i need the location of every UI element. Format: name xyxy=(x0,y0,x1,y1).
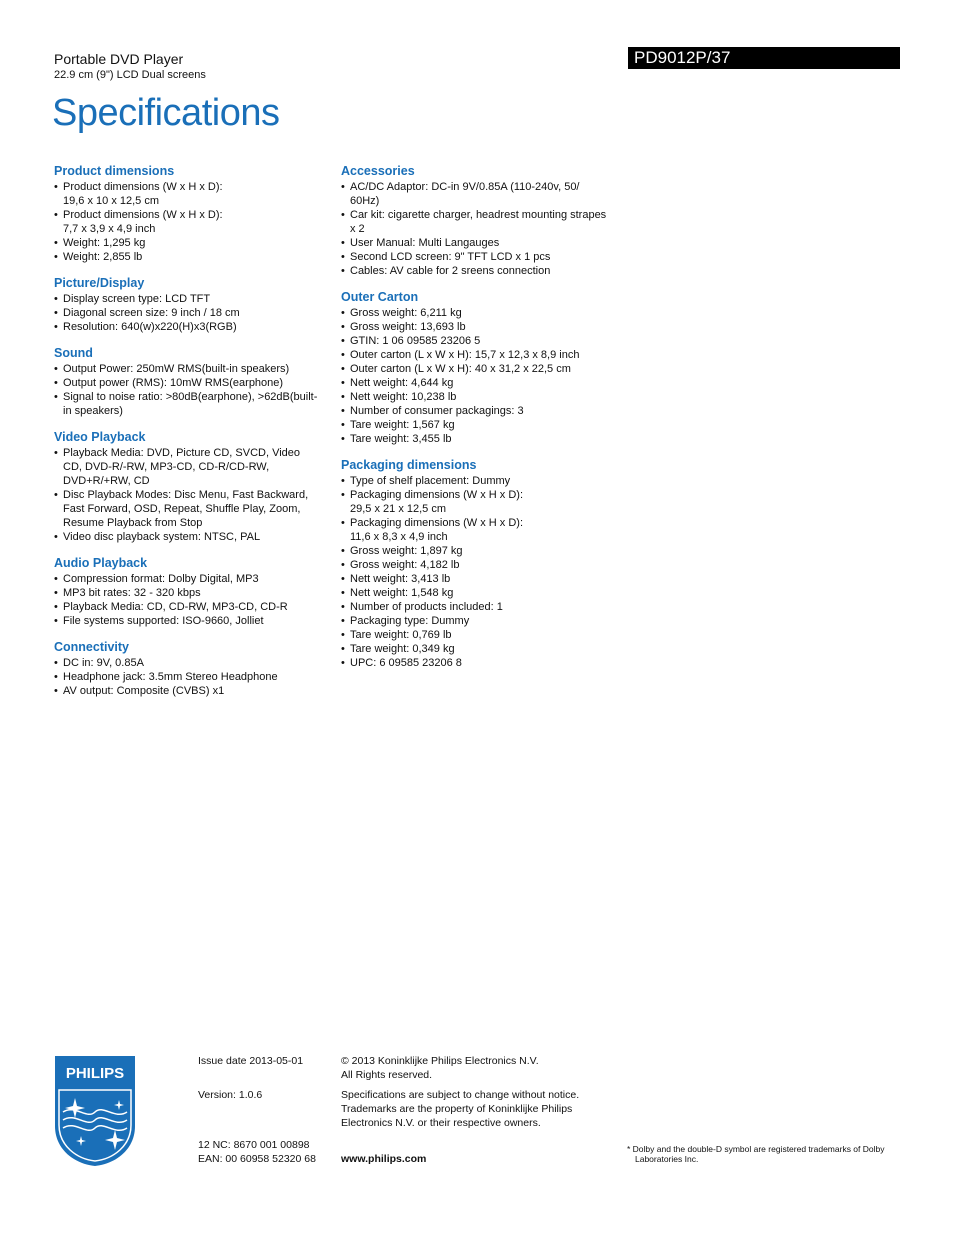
copyright-line-2: All Rights reserved. xyxy=(341,1069,433,1081)
spec-item xyxy=(341,572,617,586)
spec-item xyxy=(341,474,617,488)
spec-item-line: • Product dimensions (W x H x D): xyxy=(63,209,223,221)
dolby-footnote-line-1: * Dolby and the double-D symbol are registered trademarks of Dolby xyxy=(627,1144,885,1154)
spec-item-line: • Nett weight: 4,644 kg xyxy=(350,377,454,389)
spec-list xyxy=(54,656,330,698)
philips-shield-logo xyxy=(53,1054,137,1168)
spec-section-title: Video Playback xyxy=(54,430,146,444)
spec-item-line: • Packaging type: Dummy xyxy=(350,615,470,627)
spec-section xyxy=(341,290,617,446)
spec-item-line: • Gross weight: 13,693 lb xyxy=(350,321,466,333)
spec-section-title: Accessories xyxy=(341,164,415,178)
spec-item xyxy=(341,306,617,320)
spec-item-line: • Nett weight: 3,413 lb xyxy=(350,573,451,585)
spec-item-line: • AC/DC Adaptor: DC-in 9V/0.85A (110-240v, 50/ xyxy=(350,181,580,193)
spec-section xyxy=(54,430,330,544)
spec-item-line: Resume Playback from Stop xyxy=(63,517,203,529)
spec-item xyxy=(54,572,330,586)
spec-item-line: • User Manual: Multi Langauges xyxy=(350,237,500,249)
spec-item xyxy=(54,670,330,684)
spec-item xyxy=(341,250,617,264)
spec-section xyxy=(54,556,330,628)
spec-item-line: • DC in: 9V, 0.85A xyxy=(63,657,144,669)
spec-item xyxy=(341,390,617,404)
spec-item-line: • Video disc playback system: NTSC, PAL xyxy=(63,531,261,543)
spec-item xyxy=(341,614,617,628)
ean-code: EAN: 00 60958 52320 68 xyxy=(198,1153,316,1165)
spec-item xyxy=(54,390,330,418)
spec-item xyxy=(341,264,617,278)
spec-item xyxy=(54,306,330,320)
spec-item-line: • Weight: 2,855 lb xyxy=(63,251,143,263)
spec-item xyxy=(54,600,330,614)
spec-item-line: 19,6 x 10 x 12,5 cm xyxy=(63,195,159,207)
spec-item-line: 7,7 x 3,9 x 4,9 inch xyxy=(63,223,156,235)
spec-item-line: in speakers) xyxy=(63,405,123,417)
spec-section xyxy=(341,458,617,670)
spec-item xyxy=(54,208,330,236)
spec-section-title: Sound xyxy=(54,346,93,360)
spec-item xyxy=(54,530,330,544)
issue-date: Issue date 2013-05-01 xyxy=(198,1055,304,1067)
spec-section xyxy=(54,640,330,698)
spec-item xyxy=(54,180,330,208)
spec-item xyxy=(54,236,330,250)
spec-item xyxy=(54,376,330,390)
spec-item-line: • Gross weight: 6,211 kg xyxy=(350,307,462,319)
product-name: Portable DVD Player xyxy=(54,51,184,67)
spec-item-line: • Product dimensions (W x H x D): xyxy=(63,181,223,193)
spec-item-line: • MP3 bit rates: 32 - 320 kbps xyxy=(63,587,201,599)
spec-item xyxy=(341,600,617,614)
spec-item xyxy=(341,586,617,600)
spec-item-line: • Car kit: cigarette charger, headrest mounting strapes xyxy=(350,209,607,221)
spec-item xyxy=(341,628,617,642)
spec-item xyxy=(341,334,617,348)
spec-item xyxy=(54,656,330,670)
spec-item xyxy=(54,362,330,376)
spec-item-line: CD, DVD-R/-RW, MP3-CD, CD-R/CD-RW, xyxy=(63,461,270,473)
spec-section xyxy=(54,276,330,334)
spec-item-line: • Tare weight: 1,567 kg xyxy=(350,419,455,431)
spec-item xyxy=(341,642,617,656)
spec-list xyxy=(54,180,330,264)
spec-item xyxy=(341,348,617,362)
spec-item-line: • Signal to noise ratio: >80dB(earphone), >62dB(built- xyxy=(63,391,318,403)
model-number: PD9012P/37 xyxy=(634,48,731,67)
spec-item xyxy=(341,544,617,558)
spec-section-title: Packaging dimensions xyxy=(341,458,477,472)
spec-item-line: • Packaging dimensions (W x H x D): xyxy=(350,517,523,529)
spec-list xyxy=(54,362,330,418)
spec-item-line: • Output power (RMS): 10mW RMS(earphone) xyxy=(63,377,284,389)
spec-item xyxy=(54,614,330,628)
spec-item-line: DVD+R/+RW, CD xyxy=(63,475,150,487)
spec-item xyxy=(54,684,330,698)
spec-item-line: • Outer carton (L x W x H): 15,7 x 12,3 x 8,9 inch xyxy=(350,349,580,361)
spec-item xyxy=(341,208,617,236)
spec-item-line: • UPC: 6 09585 23206 8 xyxy=(350,657,462,669)
spec-section-title: Connectivity xyxy=(54,640,130,654)
spec-item-line: 60Hz) xyxy=(350,195,380,207)
spec-list xyxy=(54,292,330,334)
spec-column-left xyxy=(54,164,330,710)
spec-item xyxy=(341,236,617,250)
spec-list xyxy=(54,446,330,544)
spec-list xyxy=(54,572,330,628)
spec-item-line: • Tare weight: 0,349 kg xyxy=(350,643,455,655)
dolby-footnote-line-2: Laboratories Inc. xyxy=(635,1154,699,1164)
version: Version: 1.0.6 xyxy=(198,1089,263,1101)
spec-item xyxy=(341,418,617,432)
spec-item xyxy=(54,250,330,264)
spec-item-line: • Packaging dimensions (W x H x D): xyxy=(350,489,523,501)
spec-item-line: • Outer carton (L x W x H): 40 x 31,2 x 22,5 cm xyxy=(350,363,571,375)
spec-item-line: • AV output: Composite (CVBS) x1 xyxy=(63,685,225,697)
spec-item-line: • Output Power: 250mW RMS(built-in speakers) xyxy=(63,363,290,375)
spec-item-line: • Number of products included: 1 xyxy=(350,601,503,613)
spec-item xyxy=(54,446,330,488)
spec-item-line: • Compression format: Dolby Digital, MP3 xyxy=(63,573,259,585)
spec-item-line: • Number of consumer packagings: 3 xyxy=(350,405,524,417)
spec-item xyxy=(341,488,617,516)
spec-item xyxy=(341,404,617,418)
spec-section xyxy=(341,164,617,278)
spec-item xyxy=(341,656,617,670)
spec-item-line: • Cables: AV cable for 2 sreens connection xyxy=(350,265,551,277)
spec-list xyxy=(341,180,617,278)
spec-item-line: • Nett weight: 1,548 kg xyxy=(350,587,454,599)
model-number-bar xyxy=(628,47,900,69)
spec-section-title: Picture/Display xyxy=(54,276,145,290)
spec-item xyxy=(341,180,617,208)
spec-item-line: • Display screen type: LCD TFT xyxy=(63,293,211,305)
spec-notice-line-3: Electronics N.V. or their respective owners. xyxy=(341,1117,541,1129)
spec-item-line: • Type of shelf placement: Dummy xyxy=(350,475,511,487)
spec-item-line: • Nett weight: 10,238 lb xyxy=(350,391,457,403)
spec-section-title: Outer Carton xyxy=(341,290,419,304)
spec-item-line: 29,5 x 21 x 12,5 cm xyxy=(350,503,446,515)
spec-notice-line-1: Specifications are subject to change without notice. xyxy=(341,1089,580,1101)
spec-item-line: • Resolution: 640(w)x220(H)x3(RGB) xyxy=(63,321,237,333)
spec-item xyxy=(54,586,330,600)
spec-item-line: • Weight: 1,295 kg xyxy=(63,237,146,249)
spec-item xyxy=(54,292,330,306)
spec-item xyxy=(341,376,617,390)
spec-item xyxy=(341,320,617,334)
spec-item-line: • Gross weight: 1,897 kg xyxy=(350,545,463,557)
dolby-footnote xyxy=(627,1144,907,1164)
spec-item-line: • File systems supported: ISO-9660, Jolliet xyxy=(63,615,264,627)
spec-list xyxy=(341,306,617,446)
spec-item-line: • Second LCD screen: 9" TFT LCD x 1 pcs xyxy=(350,251,551,263)
logo-wordmark: PHILIPS xyxy=(65,1065,125,1082)
spec-section-title: Audio Playback xyxy=(54,556,148,570)
spec-column-right xyxy=(341,164,617,682)
spec-item xyxy=(341,362,617,376)
nc-code: 12 NC: 8670 001 00898 xyxy=(198,1139,310,1151)
spec-item xyxy=(341,432,617,446)
spec-item xyxy=(54,488,330,530)
copyright xyxy=(341,1054,591,1082)
website-link[interactable]: www.philips.com xyxy=(341,1153,427,1165)
spec-item xyxy=(341,516,617,544)
page-title: Specifications xyxy=(52,92,280,134)
spec-item-line: • Diagonal screen size: 9 inch / 18 cm xyxy=(63,307,240,319)
spec-item-line: • Tare weight: 3,455 lb xyxy=(350,433,452,445)
spec-item-line: Fast Forward, OSD, Repeat, Shuffle Play, Zoom, xyxy=(63,503,301,515)
copyright-line-1: © 2013 Koninklijke Philips Electronics N.V. xyxy=(341,1055,539,1067)
spec-notice-line-2: Trademarks are the property of Koninklijke Philips xyxy=(341,1103,573,1115)
spec-section xyxy=(54,164,330,264)
spec-item-line: • GTIN: 1 06 09585 23206 5 xyxy=(350,335,481,347)
spec-item-line: • Disc Playback Modes: Disc Menu, Fast Backward, xyxy=(63,489,309,501)
spec-item-line: • Gross weight: 4,182 lb xyxy=(350,559,460,571)
spec-item-line: • Playback Media: CD, CD-RW, MP3-CD, CD-R xyxy=(63,601,288,613)
spec-section xyxy=(54,346,330,418)
spec-item-line: 11,6 x 8,3 x 4,9 inch xyxy=(350,531,448,543)
spec-item xyxy=(341,558,617,572)
spec-notice xyxy=(341,1088,601,1130)
spec-item-line: x 2 xyxy=(350,223,365,235)
spec-section-title: Product dimensions xyxy=(54,164,175,178)
spec-item-line: • Headphone jack: 3.5mm Stereo Headphone xyxy=(63,671,278,683)
product-codes xyxy=(198,1138,338,1166)
product-subtitle: 22.9 cm (9") LCD Dual screens xyxy=(54,69,206,81)
spec-item xyxy=(54,320,330,334)
spec-item-line: • Tare weight: 0,769 lb xyxy=(350,629,452,641)
spec-item-line: • Playback Media: DVD, Picture CD, SVCD, Video xyxy=(63,447,300,459)
spec-list xyxy=(341,474,617,670)
